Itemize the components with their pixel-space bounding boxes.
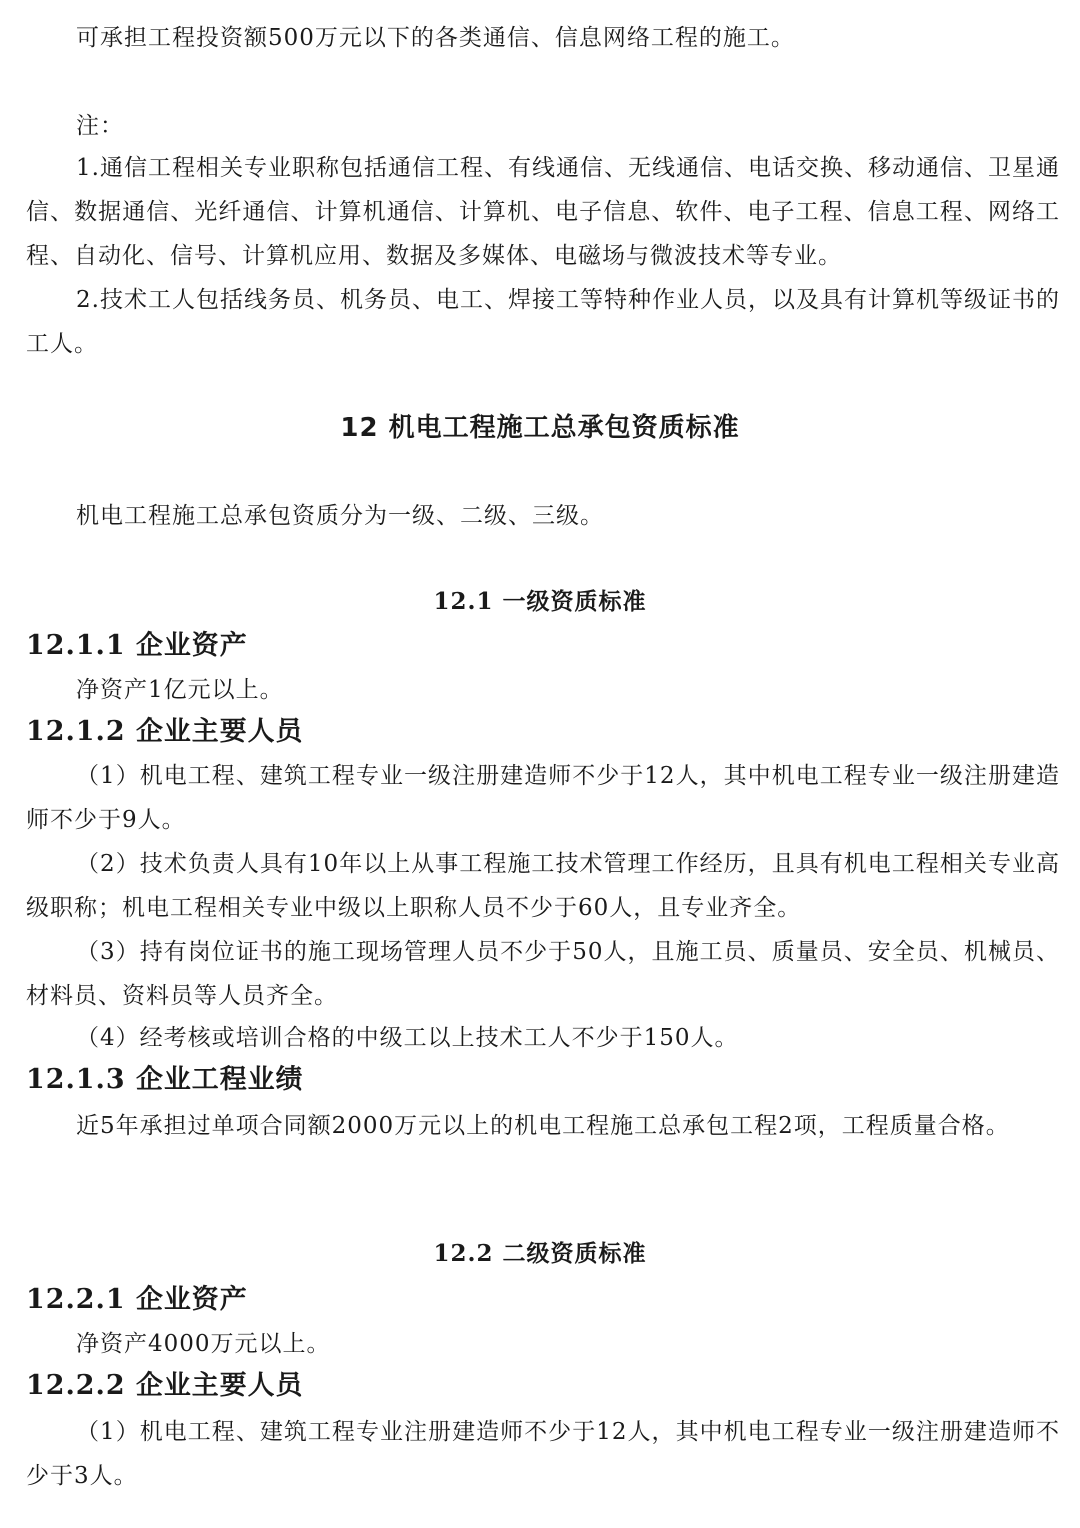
clause-12-1-3-title: 12.1.3 企业工程业绩 [26, 1064, 304, 1095]
clause-12-1-2-item-2: （2）技术负责人具有10年以上从事工程施工技术管理工作经历，且具有机电工程相关专业高级职称；机电工程相关专业中级以上职称人员不少于60人，且专业齐全。 [26, 851, 1060, 921]
clause-12-1-2-item-4: （4）经考核或培训合格的中级工以上技术工人不少于150人。 [76, 1025, 739, 1051]
clause-12-1-1-text: 净资产1亿元以上。 [76, 677, 284, 703]
note-2: 2.技术工人包括线务员、机务员、电工、焊接工等特种作业人员，以及具有计算机等级证书的工人。 [26, 287, 1060, 357]
clause-12-1-3-text: 近5年承担过单项合同额2000万元以上的机电工程施工总承包工程2项，工程质量合格。 [76, 1113, 1010, 1139]
note-1: 1.通信工程相关专业职称包括通信工程、有线通信、无线通信、电话交换、移动通信、卫星通信、数据通信、光纤通信、计算机通信、计算机、电子信息、软件、电子工程、信息工程、网络工程、自动化、信号、计算机应用、数据及多媒体、电磁场与微波技术等专业。 [26, 155, 1060, 269]
notes-label: 注： [76, 113, 124, 139]
section-12-intro: 机电工程施工总承包资质分为一级、二级、三级。 [76, 503, 604, 529]
clause-12-2-1-text: 净资产4000万元以上。 [76, 1331, 331, 1357]
section-12-1-title: 12.1 一级资质标准 [433, 588, 647, 615]
clause-12-1-2-item-1: （1）机电工程、建筑工程专业一级注册建造师不少于12人，其中机电工程专业一级注册建造师不少于9人。 [26, 763, 1060, 833]
intro-paragraph: 可承担工程投资额500万元以下的各类通信、信息网络工程的施工。 [76, 25, 795, 51]
clause-12-1-2-item-3: （3）持有岗位证书的施工现场管理人员不少于50人，且施工员、质量员、安全员、机械员、材料员、资料员等人员齐全。 [26, 939, 1060, 1009]
clause-12-1-2-title: 12.1.2 企业主要人员 [26, 716, 304, 747]
clause-12-1-1-title: 12.1.1 企业资产 [26, 630, 248, 661]
section-12-title: 12 机电工程施工总承包资质标准 [340, 413, 740, 443]
clause-12-2-1-title: 12.2.1 企业资产 [26, 1284, 248, 1315]
clause-12-2-2-title: 12.2.2 企业主要人员 [26, 1370, 304, 1401]
clause-12-2-2-item-1: （1）机电工程、建筑工程专业注册建造师不少于12人，其中机电工程专业一级注册建造师不少于3人。 [26, 1419, 1060, 1489]
section-12-2-title: 12.2 二级资质标准 [433, 1240, 647, 1267]
